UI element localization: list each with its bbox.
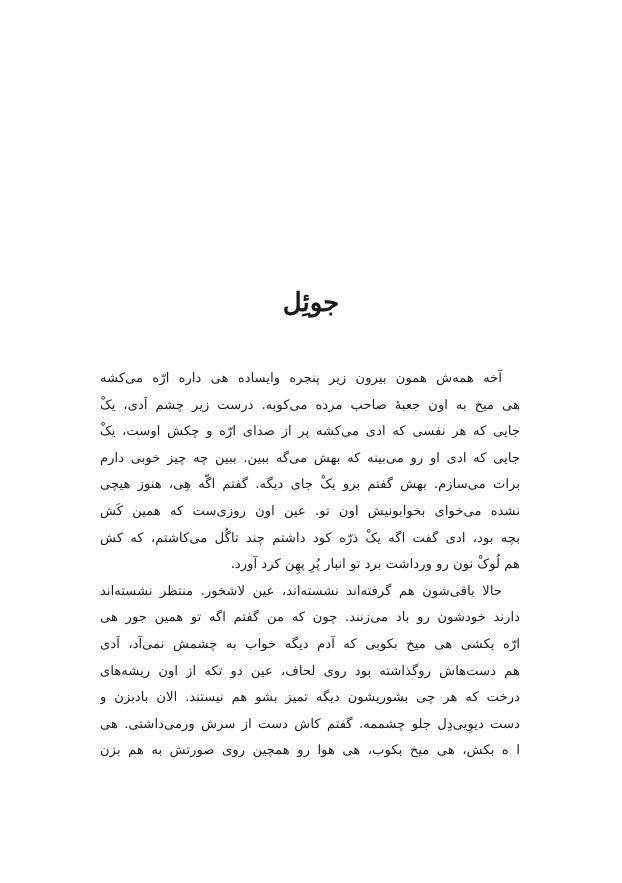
text-line: دست دیوِیی‌دِل جلو چشممه. گفتم کاش دست از سرش ورمی‌داشتی. هی [100, 716, 520, 732]
text-line: نشده می‌خوای بخوابونیش اون تو. عین اون روزی‌ست که همین کَش [100, 503, 520, 519]
text-line: برات می‌سازم. بهش گفتم برو یکْ جای دیگه. گفتم اگّه هِی، هنوز هیچی [100, 477, 520, 493]
text-line: بچه بود، ادی گفت اگه یکْ ذرّه کود داشتم چند تاگُل می‌کاشتم، که کش [100, 530, 520, 546]
text-line: جایی که هر نفسی که ادی می‌کشه پر از صدای ارّه و چکش اوست، یکْ [100, 424, 520, 440]
text-line: دارند خودشون رو باد می‌زنند. چون که من گفتم اگه تو همین جور هی [100, 610, 520, 626]
text-line: درخت که هر چی بشوریشون دیگه تمیز بشو هم نیستند. الان بادبزن و [100, 690, 520, 706]
text-line: حالا باقی‌شون هم گرفته‌اند نشسته‌اند، عین لاشخور. منتظر نشسته‌اند [100, 583, 502, 599]
text-line: هم لُوکْ نون رو ورداشت برد تو انبار پُرِ پهِن کرد آورد. [230, 557, 520, 573]
text-line: آخه همه‌ش همون بیرون زیر پنجره وایساده هی داره ارّه می‌کشه [100, 371, 502, 386]
chapter-body [100, 366, 520, 765]
text-line: ا‌ ه بکش، هی میخ بکوب، هی هوا رو همچین روی صورتش به هم بزن [100, 743, 520, 759]
text-line: ارّه بکشی هی میخ بکوبی که آدم دیگه خواب به چشمش نمی‌آد، اَدی [100, 636, 520, 652]
text-line: هم دست‌هاش روگذاشته بود روی لحاف، عین دو تکه از اون ریشه‌های [100, 663, 520, 679]
paragraph-1 [100, 366, 520, 579]
paragraph-2 [100, 579, 520, 765]
text-line: هی میخ به اون جعبهٔ صاحب مرده می‌کوبه. درست زیر چشم اَدی، یکْ [100, 397, 520, 413]
chapter-title: جوئِل [282, 288, 340, 318]
text-line: جایی که ادی او رو می‌بینه که بهش می‌گه ببین. ببین چه چیز خوبی دارم [100, 450, 520, 466]
